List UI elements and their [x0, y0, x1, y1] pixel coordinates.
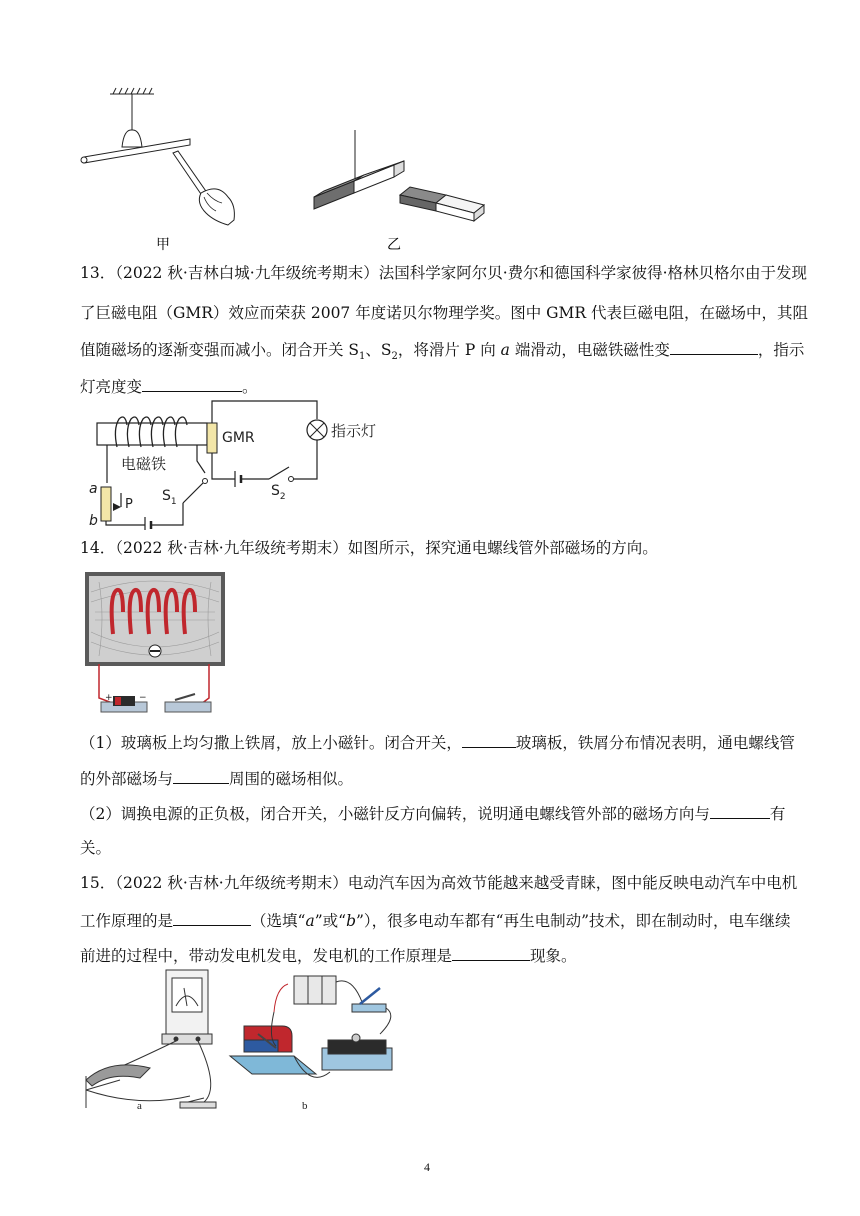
q14-text: 玻璃板，铁屑分布情况表明，通电螺线管: [515, 734, 795, 752]
fig15-caption-b: b: [302, 1100, 308, 1112]
q15-text: （选填“: [251, 912, 306, 930]
q15-blank-2[interactable]: [452, 942, 530, 961]
q15-line-1: 15．（2022 秋·吉林·九年级统考期末）电动汽车因为高效节能越来越受青睐，图中能反映电动汽车中电机: [80, 874, 798, 892]
label-b: b: [89, 513, 98, 529]
figure-12: [78, 85, 498, 255]
figure-15: [80, 968, 400, 1118]
q15-text: 现象。: [530, 947, 577, 965]
lying-magnet: [400, 187, 484, 221]
q13-line-2: 了巨磁电阻（GMR）效应而荣获 2007 年度诺贝尔物理学奖。图中 GMR 代表巨磁电阻，在磁场中，其阻: [80, 304, 809, 322]
q13-text: 灯亮度变: [80, 378, 143, 396]
q13-text: 端滑动，电磁铁磁性变: [509, 341, 670, 359]
q14-part-1: [80, 726, 795, 760]
q14-line-1: 14．（2022 秋·吉林·九年级统考期末）如图所示，探究通电螺线管外部磁场的方向。: [80, 539, 658, 557]
ceiling-hatch: [110, 88, 154, 94]
switch: [165, 694, 211, 712]
label-p: P: [125, 497, 133, 512]
q13-sub: 1: [359, 351, 366, 363]
q15-option: a: [305, 912, 315, 930]
q15-text: ”或“: [314, 912, 347, 930]
q13-blank-1[interactable]: [670, 336, 758, 355]
q14-blank-2[interactable]: [173, 765, 229, 784]
q13-text: 。: [242, 378, 258, 396]
fig12-caption-left: 甲: [156, 237, 170, 253]
fig15-caption-a: a: [137, 1100, 142, 1112]
q13-blank-2[interactable]: [142, 373, 242, 392]
switch-s1: [183, 483, 203, 503]
q14-part-1-cont: [80, 762, 780, 796]
q15-text: 工作原理的是: [80, 912, 174, 930]
q14-text: 有: [769, 805, 786, 823]
suspended-magnet: [314, 161, 404, 209]
electromagnet-label: 电磁铁: [121, 455, 167, 473]
q14-blank-1[interactable]: [462, 729, 516, 748]
svg-text:−: −: [139, 693, 147, 703]
q13-text: ，将滑片 P 向: [397, 341, 501, 359]
q15-line-2: [80, 904, 791, 938]
switch-s2: [269, 467, 289, 479]
gmr-resistor: [207, 423, 217, 453]
gmr-label: GMR: [222, 430, 255, 446]
rheostat: [101, 487, 111, 521]
q15-option: b: [346, 912, 356, 930]
fig12-caption-right: 乙: [387, 237, 401, 253]
q14-blank-3[interactable]: [710, 800, 770, 819]
figure-15a: [86, 970, 216, 1108]
q15-blank-1[interactable]: [173, 907, 251, 926]
q13-variable: a: [500, 341, 510, 359]
figure-13-circuit: [85, 395, 385, 530]
q15-text: 前进的过程中，带动发电机发电，发电机的工作原理是: [80, 947, 453, 965]
q13-text: 值随磁场的逐渐变强而减小。闭合开关 S: [80, 341, 360, 359]
svg-text:+: +: [105, 693, 113, 703]
page-number: 4: [424, 1160, 430, 1174]
figure-15b: [230, 976, 392, 1077]
q13-line-1: 13．（2022 秋·吉林白城·九年级统考期末）法国科学家阿尔贝·费尔和德国科学家彼得·格林贝格尔由于发现: [80, 264, 808, 282]
q13-text: ，指示: [757, 341, 805, 359]
q13-sub: 2: [391, 351, 398, 363]
q14-text: 的外部磁场与: [80, 770, 174, 788]
q14-text: （1）玻璃板上均匀撒上铁屑，放上小磁针。闭合开关，: [80, 734, 462, 752]
s2-label: $S_2$: [271, 483, 286, 502]
q13-text: 、S: [365, 341, 392, 359]
q14-text: 周围的磁场相似。: [229, 770, 354, 788]
q14-text: （2）调换电源的正负极，闭合开关，小磁针反方向偏转，说明通电螺线管外部的磁场方向与: [80, 805, 710, 823]
q15-text: ”），很多电动车都有“再生电制动”技术，即在制动时，电车继续: [356, 912, 791, 930]
q14-part-2-cont: 关。: [80, 839, 112, 857]
q13-line-3: [80, 333, 805, 374]
label-a: a: [89, 481, 98, 497]
lamp-label: 指示灯: [331, 422, 377, 440]
q14-part-2: [80, 797, 786, 831]
s1-label: $S_1$: [162, 488, 177, 507]
figure-14-solenoid-photo: [85, 572, 225, 720]
handheld-rod: [173, 151, 234, 225]
